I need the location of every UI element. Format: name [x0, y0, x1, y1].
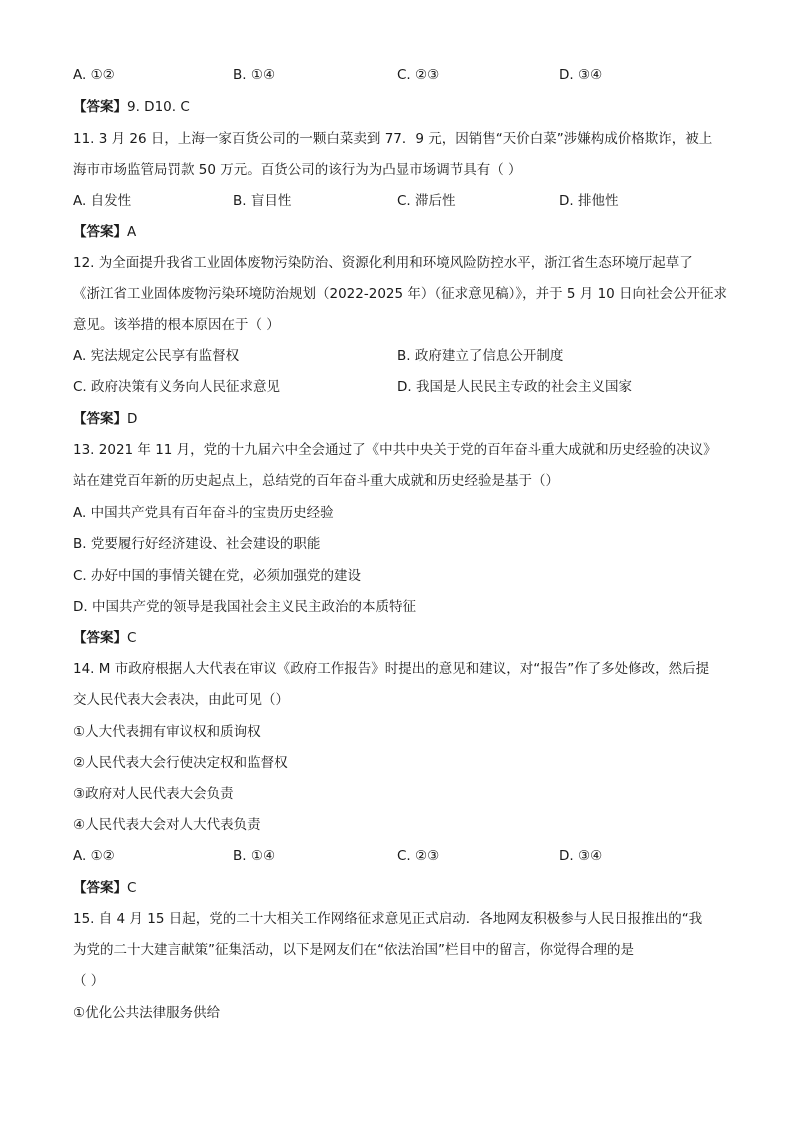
answer-value: C [127, 630, 137, 646]
q11-answer [73, 222, 136, 242]
q13-option-d: D. 中国共产党的领导是我国社会主义民主政治的本质特征 [73, 599, 416, 615]
q11-option-d: D. 排他性 [559, 193, 619, 209]
q14-answer [73, 878, 136, 898]
q14-option-b: B. ①④ [233, 848, 276, 864]
q14-line-1: 14. M 市政府根据人大代表在审议《政府工作报告》时提出的意见和建议，对“报告”作了多处修改，然后提 [73, 661, 710, 677]
q13-line-2: 站在建党百年新的历史起点上，总结党的百年奋斗重大成就和历史经验是基于（） [73, 473, 559, 489]
answer-value: 9. D10. C [127, 99, 190, 115]
q14-statement-1: ①人大代表拥有审议权和质询权 [73, 724, 261, 740]
q13-option-a: A. 中国共产党具有百年奋斗的宝贵历史经验 [73, 505, 334, 521]
answer-value: C [127, 880, 137, 896]
q14-option-d: D. ③④ [559, 848, 603, 864]
option-c: C. ②③ [397, 67, 440, 83]
q12-line-1: 12. 为全面提升我省工业固体废物污染防治、资源化利用和环境风险防控水平，浙江省生态环境厅起草了 [73, 255, 693, 271]
prev-options-row [73, 65, 733, 85]
answer-label: 【答案】 [73, 411, 127, 427]
q11-line-2: 海市市场监管局罚款 50 万元。百货公司的该行为为凸显市场调节具有（ ） [73, 162, 522, 178]
q15-statement-1: ①优化公共法律服务供给 [73, 1005, 221, 1021]
answer-label: 【答案】 [73, 630, 127, 646]
q14-option-c: C. ②③ [397, 848, 440, 864]
q15-line-1: 15. 自 4 月 15 日起，党的二十大相关工作网络征求意见正式启动．各地网友积极参与人民日报推出的“我 [73, 911, 703, 927]
q12-option-a: A. 宪法规定公民享有监督权 [73, 348, 240, 364]
q12-option-b: B. 政府建立了信息公开制度 [397, 348, 564, 364]
q13-line-1: 13. 2021 年 11 月，党的十九届六中全会通过了《中共中央关于党的百年奋斗重大成就和历史经验的决议》 [73, 442, 717, 458]
answer-label: 【答案】 [73, 99, 127, 115]
q13-option-c: C. 办好中国的事情关键在党，必须加强党的建设 [73, 568, 362, 584]
answer-label: 【答案】 [73, 224, 127, 240]
q15-line-3: （ ） [73, 973, 105, 989]
q14-statement-4: ④人民代表大会对人大代表负责 [73, 817, 261, 833]
q14-option-a: A. ①② [73, 848, 115, 864]
q11-option-c: C. 滞后性 [397, 193, 456, 209]
q12-options-row-2 [73, 377, 733, 397]
q14-statement-3: ③政府对人民代表大会负责 [73, 786, 234, 802]
q12-line-3: 意见。该举措的根本原因在于（ ） [73, 317, 280, 333]
q12-option-c: C. 政府决策有义务向人民征求意见 [73, 379, 281, 395]
q12-options-row-1 [73, 346, 733, 366]
q11-options-row [73, 191, 733, 211]
answer-label: 【答案】 [73, 880, 127, 896]
q14-statement-2: ②人民代表大会行使决定权和监督权 [73, 755, 288, 771]
option-a: A. ①② [73, 67, 115, 83]
q12-answer [73, 409, 137, 429]
q11-option-b: B. 盲目性 [233, 193, 292, 209]
q15-line-2: 为党的二十大建言献策”征集活动，以下是网友们在“依法治国”栏目中的留言，你觉得合理的是 [73, 942, 634, 958]
option-b: B. ①④ [233, 67, 276, 83]
answer-value: D [127, 411, 138, 427]
q13-option-b: B. 党要履行好经济建设、社会建设的职能 [73, 536, 321, 552]
q12-option-d: D. 我国是人民民主专政的社会主义国家 [397, 379, 632, 395]
answer-9-10 [73, 97, 190, 117]
answer-value: A [127, 224, 137, 240]
q14-options-row [73, 846, 733, 866]
option-d: D. ③④ [559, 67, 603, 83]
q11-line-1: 11. 3 月 26 日，上海一家百货公司的一颗白菜卖到 77．9 元，因销售“天价白菜”涉嫌构成价格欺诈，被上 [73, 131, 713, 147]
q11-option-a: A. 自发性 [73, 193, 132, 209]
q14-line-2: 交人民代表大会表决，由此可见（） [73, 692, 289, 708]
q13-answer [73, 628, 136, 648]
q12-line-2: 《浙江省工业固体废物污染环境防治规划（2022-2025 年）（征求意见稿）》，并于 5 月 10 日向社会公开征求 [73, 286, 728, 302]
